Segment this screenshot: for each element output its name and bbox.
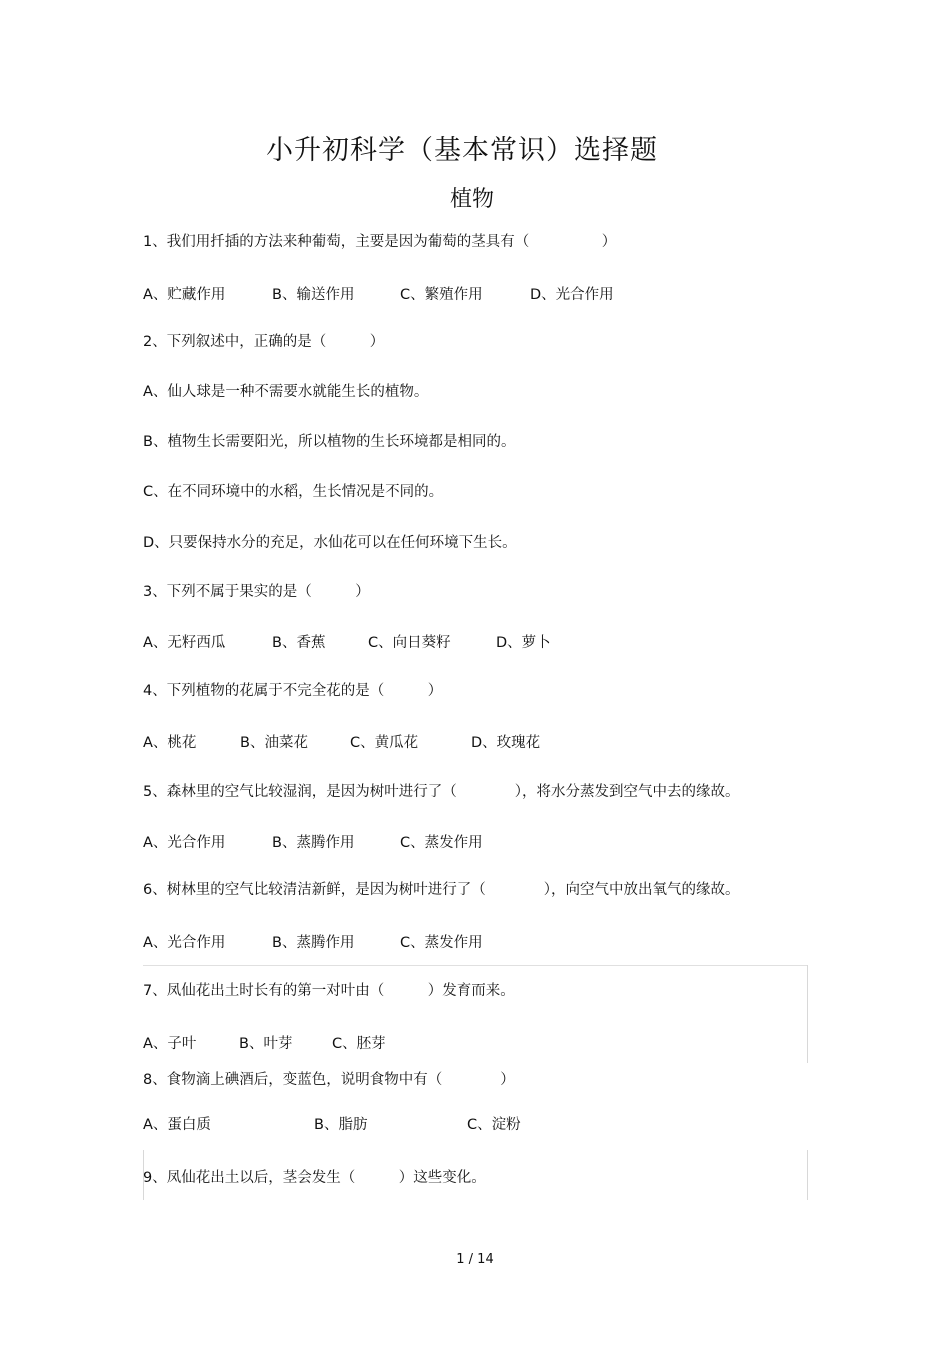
box-divider <box>807 1150 808 1200</box>
option: A、无籽西瓜 <box>143 635 226 651</box>
option: C、向日葵籽 <box>368 635 451 651</box>
option: A、桃花 <box>143 735 197 751</box>
option: A、光合作用 <box>143 835 226 851</box>
option: B、植物生长需要阳光，所以植物的生长环境都是相同的。 <box>143 434 516 450</box>
option-row <box>143 283 843 303</box>
question-stem: 6、树林里的空气比较清洁新鲜，是因为树叶进行了（ ），向空气中放出氧气的缘故。 <box>143 882 740 898</box>
option: B、叶芽 <box>239 1036 293 1052</box>
option: A、子叶 <box>143 1036 197 1052</box>
option: D、光合作用 <box>530 287 614 303</box>
option-row <box>143 1032 843 1052</box>
option: C、在不同环境中的水稻，生长情况是不同的。 <box>143 484 444 500</box>
option-row <box>143 931 843 951</box>
question-stem: 5、森林里的空气比较湿润，是因为树叶进行了（ ），将水分蒸发到空气中去的缘故。 <box>143 784 740 800</box>
question-stem: 9、凤仙花出土以后，茎会发生（ ）这些变化。 <box>143 1170 486 1186</box>
option: C、胚芽 <box>332 1036 386 1052</box>
option: A、光合作用 <box>143 935 226 951</box>
option: C、繁殖作用 <box>400 287 483 303</box>
option: B、香蕉 <box>272 635 326 651</box>
option: B、油菜花 <box>240 735 308 751</box>
option: D、玫瑰花 <box>471 735 541 751</box>
question-stem: 1、我们用扦插的方法来种葡萄，主要是因为葡萄的茎具有（ ） <box>143 234 617 250</box>
section-subtitle: 植物 <box>449 187 494 212</box>
question-stem: 3、下列不属于果实的是（ ） <box>143 584 370 600</box>
page-number: 1 / 14 <box>456 1252 494 1267</box>
option-row <box>143 631 843 651</box>
option: A、贮藏作用 <box>143 287 226 303</box>
option: D、萝卜 <box>496 635 551 651</box>
option: C、淀粉 <box>467 1117 521 1133</box>
question-stem: 4、下列植物的花属于不完全花的是（ ） <box>143 683 443 699</box>
question-stem: 8、食物滴上碘酒后，变蓝色，说明食物中有（ ） <box>143 1072 515 1088</box>
option: B、蒸腾作用 <box>272 835 355 851</box>
option-row <box>143 731 843 751</box>
option: A、蛋白质 <box>143 1117 211 1133</box>
option: C、蒸发作用 <box>400 935 483 951</box>
box-divider <box>143 965 808 966</box>
option: B、脂肪 <box>314 1117 368 1133</box>
option: C、蒸发作用 <box>400 835 483 851</box>
question-stem: 7、凤仙花出土时长有的第一对叶由（ ）发育而来。 <box>143 983 515 999</box>
option: A、仙人球是一种不需要水就能生长的植物。 <box>143 384 429 400</box>
option-row <box>143 831 843 851</box>
option: C、黄瓜花 <box>350 735 419 751</box>
option: B、蒸腾作用 <box>272 935 355 951</box>
option-row <box>143 1113 843 1133</box>
question-stem: 2、下列叙述中，正确的是（ ） <box>143 334 385 350</box>
option: D、只要保持水分的充足，水仙花可以在任何环境下生长。 <box>143 535 517 551</box>
page-title: 小升初科学（基本常识）选择题 <box>266 135 658 166</box>
option: B、输送作用 <box>272 287 355 303</box>
